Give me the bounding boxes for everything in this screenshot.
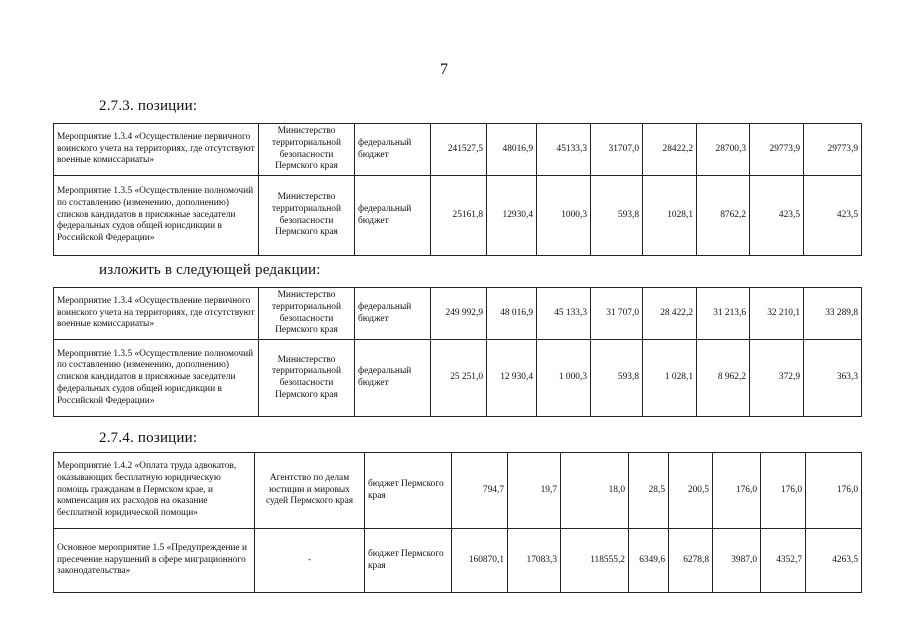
value-cell: 28422,2 — [643, 124, 697, 176]
funding-source: федеральный бюджет — [355, 124, 431, 176]
value-cell: 31 213,6 — [697, 288, 750, 340]
value-cell: 794,7 — [452, 453, 508, 529]
value-cell: 48 016,9 — [487, 288, 537, 340]
value-cell: 45133,3 — [537, 124, 591, 176]
value-cell: 12 930,4 — [487, 340, 537, 417]
value-cell: 176,0 — [761, 453, 806, 529]
section-heading-2-7-4: 2.7.4. позиции: — [99, 430, 198, 446]
value-cell: 25 251,0 — [431, 340, 487, 417]
funding-source: федеральный бюджет — [355, 340, 431, 417]
value-cell: 423,5 — [804, 176, 862, 256]
funding-source: бюджет Пермского края — [365, 453, 452, 529]
value-cell: 31707,0 — [591, 124, 643, 176]
table-row — [54, 176, 862, 256]
measure-name: Основное мероприятие 1.5 «Предупреждение и пресечение нарушений в сфере миграционного законодательства» — [54, 529, 255, 593]
value-cell: 28700,3 — [697, 124, 750, 176]
value-cell: 249 992,9 — [431, 288, 487, 340]
measure-name: Мероприятие 1.3.5 «Осуществление полномочий по составлению (изменению, дополнению) списков кандидатов в присяжные заседатели федеральных судов общей юрисдикции в Российской Федерации» — [54, 340, 259, 417]
value-cell: 593,8 — [591, 176, 643, 256]
value-cell: 1 000,3 — [537, 340, 591, 417]
value-cell: 28,5 — [629, 453, 669, 529]
value-cell: 200,5 — [669, 453, 713, 529]
executor: Агентство по делам юстиции и мировых судей Пермского края — [255, 453, 365, 529]
value-cell: 4263,5 — [806, 529, 862, 593]
funding-source: федеральный бюджет — [355, 288, 431, 340]
value-cell: 363,3 — [804, 340, 862, 417]
table-row — [54, 453, 862, 529]
value-cell: 372,9 — [750, 340, 804, 417]
executor: Министерство территориальной безопасности Пермского края — [259, 176, 355, 256]
value-cell: 3987,0 — [713, 529, 761, 593]
table-positions-2-7-4 — [53, 452, 862, 593]
executor: Министерство территориальной безопасности Пермского края — [259, 340, 355, 417]
page-number: 7 — [440, 61, 448, 78]
table-row — [54, 340, 862, 417]
funding-source: бюджет Пермского края — [365, 529, 452, 593]
measure-name: Мероприятие 1.3.4 «Осуществление первичного воинского учета на территориях, где отсутствуют военные комиссариаты» — [54, 124, 259, 176]
value-cell: 241527,5 — [431, 124, 487, 176]
value-cell: 8 962,2 — [697, 340, 750, 417]
value-cell: 25161,8 — [431, 176, 487, 256]
value-cell: 118555,2 — [561, 529, 629, 593]
value-cell: 48016,9 — [487, 124, 537, 176]
executor: - — [255, 529, 365, 593]
table-original-positions — [53, 123, 862, 256]
funding-source: федеральный бюджет — [355, 176, 431, 256]
measure-name: Мероприятие 1.4.2 «Оплата труда адвокатов, оказывающих бесплатную юридическую помощь гражданам в Пермском крае, и компенсация их расходов на оказание бесплатной юридической помощи» — [54, 453, 255, 529]
value-cell: 6278,8 — [669, 529, 713, 593]
value-cell: 1028,1 — [643, 176, 697, 256]
measure-name: Мероприятие 1.3.5 «Осуществление полномочий по составлению (изменению, дополнению) списков кандидатов в присяжные заседатели федеральных судов общей юрисдикции в Российской Федерации» — [54, 176, 259, 256]
table-row — [54, 529, 862, 593]
value-cell: 45 133,3 — [537, 288, 591, 340]
value-cell: 593,8 — [591, 340, 643, 417]
value-cell: 29773,9 — [804, 124, 862, 176]
value-cell: 6349,6 — [629, 529, 669, 593]
value-cell: 1000,3 — [537, 176, 591, 256]
value-cell: 176,0 — [806, 453, 862, 529]
section-heading-2-7-3: 2.7.3. позиции: — [99, 98, 198, 114]
value-cell: 18,0 — [561, 453, 629, 529]
value-cell: 17083,3 — [508, 529, 561, 593]
value-cell: 33 289,8 — [804, 288, 862, 340]
measure-name: Мероприятие 1.3.4 «Осуществление первичного воинского учета на территориях, где отсутствуют военные комиссариаты» — [54, 288, 259, 340]
value-cell: 28 422,2 — [643, 288, 697, 340]
executor: Министерство территориальной безопасности Пермского края — [259, 288, 355, 340]
value-cell: 19,7 — [508, 453, 561, 529]
value-cell: 32 210,1 — [750, 288, 804, 340]
value-cell: 176,0 — [713, 453, 761, 529]
value-cell: 31 707,0 — [591, 288, 643, 340]
value-cell: 1 028,1 — [643, 340, 697, 417]
section-heading-new-edition: изложить в следующей редакции: — [99, 262, 321, 278]
table-row — [54, 288, 862, 340]
value-cell: 8762,2 — [697, 176, 750, 256]
table-new-edition — [53, 287, 862, 417]
value-cell: 160870,1 — [452, 529, 508, 593]
table-row — [54, 124, 862, 176]
executor: Министерство территориальной безопасности Пермского края — [259, 124, 355, 176]
value-cell: 12930,4 — [487, 176, 537, 256]
value-cell: 423,5 — [750, 176, 804, 256]
value-cell: 4352,7 — [761, 529, 806, 593]
value-cell: 29773,9 — [750, 124, 804, 176]
